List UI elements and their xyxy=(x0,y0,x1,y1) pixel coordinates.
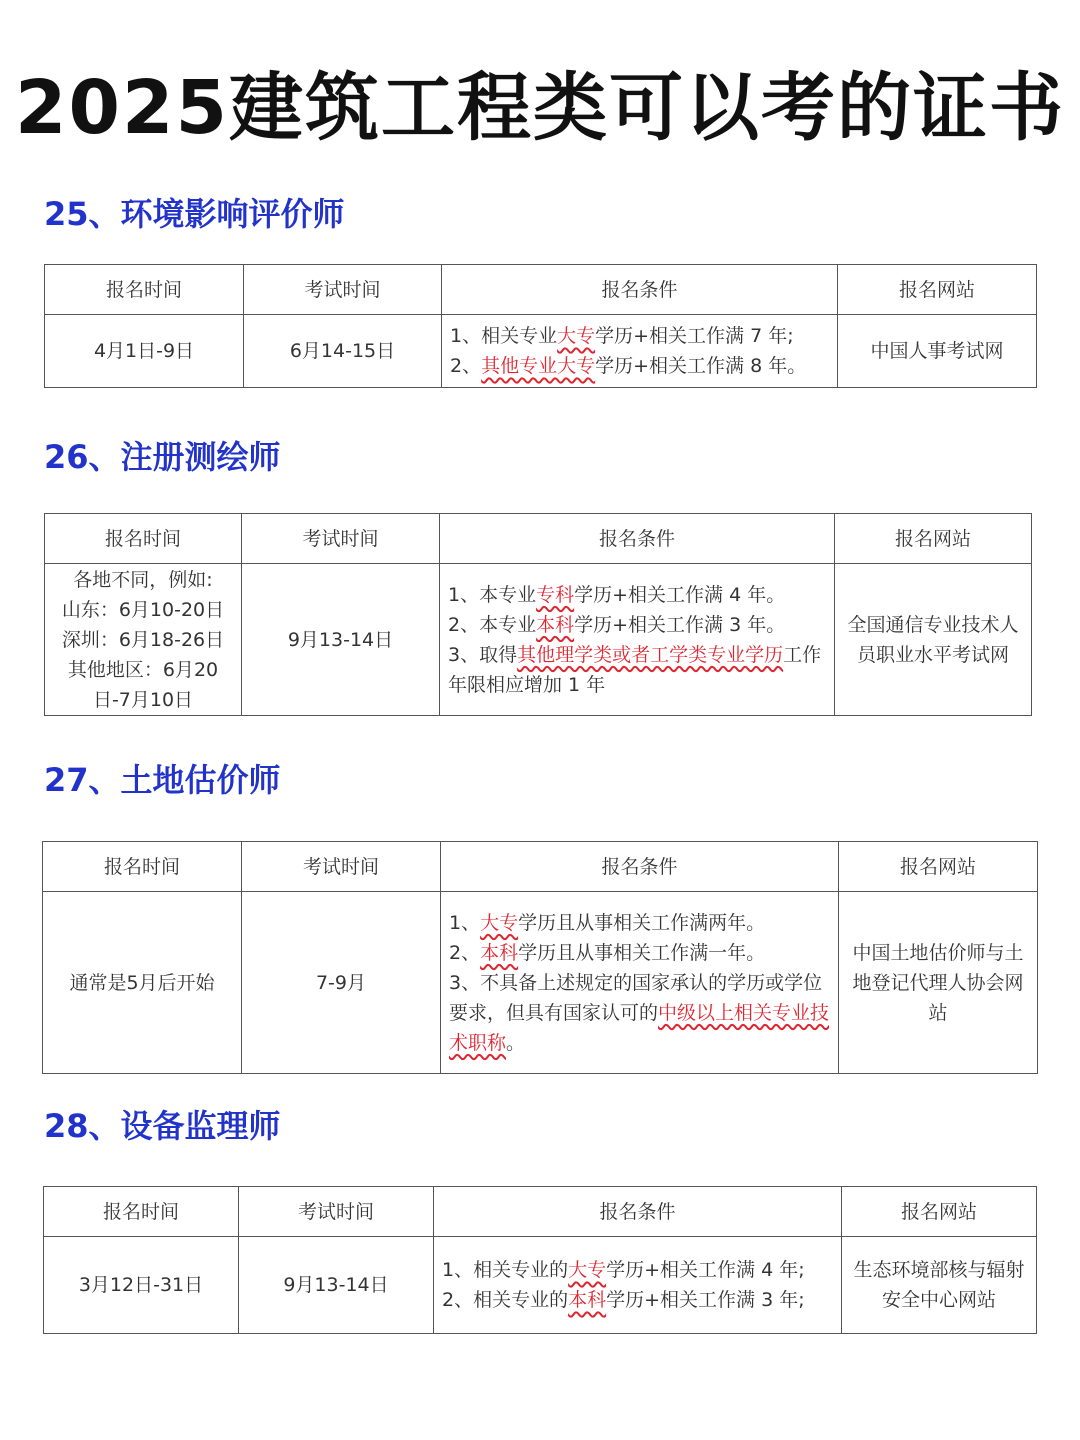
condition-text: 1、 xyxy=(449,911,481,934)
signup-time-cell xyxy=(45,564,242,716)
header-signup-time: 报名时间 xyxy=(45,514,242,564)
header-signup-time: 报名时间 xyxy=(44,1187,239,1237)
condition-text: 2、 xyxy=(450,355,482,377)
signup-time-cell: 3月12日-31日 xyxy=(44,1237,239,1334)
signup-time-cell: 4月1日-9日 xyxy=(45,315,244,388)
table-row xyxy=(43,892,1038,1074)
website-cell: 生态环境部核与辐射安全中心网站 xyxy=(842,1237,1037,1334)
signup-time-line: 山东：6月10-20日 xyxy=(61,598,225,621)
highlighted-text: 大专 xyxy=(557,325,596,347)
highlighted-text: 其他专业大专 xyxy=(481,355,596,377)
cert-table-27 xyxy=(42,841,1038,1074)
condition-text: 1、本专业 xyxy=(448,583,537,606)
header-website: 报名网站 xyxy=(835,514,1032,564)
highlighted-text: 中级以上相关专业技术职称 xyxy=(449,1001,830,1054)
table-row xyxy=(45,564,1032,716)
header-conditions: 报名条件 xyxy=(441,842,839,892)
condition-line xyxy=(449,968,832,1058)
signup-time-line: 其他地区：6月20 xyxy=(67,658,219,681)
condition-text: 3、取得 xyxy=(448,643,518,666)
highlighted-text: 其他理学类或者工学类专业学历 xyxy=(517,643,784,666)
condition-text: 2、 xyxy=(449,941,481,964)
condition-line xyxy=(450,351,831,381)
exam-time-cell: 6月14-15日 xyxy=(244,315,442,388)
condition-text: 工作年限相应增加 1 年 xyxy=(448,643,822,696)
condition-line xyxy=(442,1285,835,1315)
header-signup-time: 报名时间 xyxy=(45,265,244,315)
website-cell: 中国土地估价师与土地登记代理人协会网站 xyxy=(839,892,1038,1074)
section-heading-25: 25、环境影响评价师 xyxy=(44,195,345,233)
conditions-cell xyxy=(441,892,839,1074)
condition-text: 学历+相关工作满 4 年; xyxy=(606,1259,805,1281)
condition-text: 学历+相关工作满 8 年。 xyxy=(595,355,807,377)
website-cell: 全国通信专业技术人员职业水平考试网 xyxy=(835,564,1032,716)
condition-line xyxy=(448,580,828,610)
condition-text: 学历且从事相关工作满一年。 xyxy=(518,941,766,964)
highlighted-text: 本科 xyxy=(480,941,519,964)
condition-line xyxy=(450,321,831,351)
signup-time-line: 日-7月10日 xyxy=(92,688,194,711)
condition-line xyxy=(442,1255,835,1285)
conditions-cell xyxy=(434,1237,842,1334)
condition-text: 2、本专业 xyxy=(448,613,537,636)
condition-line xyxy=(449,938,832,968)
header-conditions: 报名条件 xyxy=(442,265,838,315)
condition-line xyxy=(448,640,828,700)
condition-line xyxy=(449,908,832,938)
signup-time-line: 各地不同，例如: xyxy=(73,568,213,591)
table-header-row xyxy=(45,514,1032,564)
exam-time-cell: 9月13-14日 xyxy=(239,1237,434,1334)
condition-text: 1、相关专业 xyxy=(450,325,558,347)
header-website: 报名网站 xyxy=(838,265,1037,315)
conditions-cell xyxy=(442,315,838,388)
highlighted-text: 专科 xyxy=(536,583,575,606)
cert-table-25 xyxy=(44,264,1037,388)
header-signup-time: 报名时间 xyxy=(43,842,242,892)
table-header-row xyxy=(45,265,1037,315)
highlighted-text: 本科 xyxy=(568,1289,607,1311)
signup-time-line: 深圳：6月18-26日 xyxy=(61,628,225,651)
condition-text: 。 xyxy=(506,1031,526,1054)
section-heading-26: 26、注册测绘师 xyxy=(44,438,281,476)
website-cell: 中国人事考试网 xyxy=(838,315,1037,388)
condition-text: 3、不具备上述规定的国家承认的学历或学位要求，但具有国家认可的 xyxy=(449,971,823,1024)
highlighted-text: 本科 xyxy=(536,613,575,636)
exam-time-cell: 7-9月 xyxy=(242,892,441,1074)
header-exam-time: 考试时间 xyxy=(242,514,440,564)
header-exam-time: 考试时间 xyxy=(239,1187,434,1237)
page-title: 2025建筑工程类可以考的证书 xyxy=(15,65,1065,151)
highlighted-text: 大专 xyxy=(480,911,519,934)
conditions-cell xyxy=(440,564,835,716)
header-conditions: 报名条件 xyxy=(440,514,835,564)
header-website: 报名网站 xyxy=(839,842,1038,892)
condition-text: 2、相关专业的 xyxy=(442,1289,569,1311)
condition-text: 1、相关专业的 xyxy=(442,1259,569,1281)
header-website: 报名网站 xyxy=(842,1187,1037,1237)
highlighted-text: 大专 xyxy=(568,1259,607,1281)
condition-text: 学历+相关工作满 3 年; xyxy=(606,1289,805,1311)
table-header-row xyxy=(44,1187,1037,1237)
section-heading-27: 27、土地估价师 xyxy=(44,761,281,799)
condition-text: 学历+相关工作满 7 年; xyxy=(595,325,794,347)
exam-time-cell: 9月13-14日 xyxy=(242,564,440,716)
section-heading-28: 28、设备监理师 xyxy=(44,1107,281,1145)
signup-time-cell: 通常是5月后开始 xyxy=(43,892,242,1074)
header-exam-time: 考试时间 xyxy=(244,265,442,315)
condition-text: 学历且从事相关工作满两年。 xyxy=(518,911,766,934)
cert-table-28 xyxy=(43,1186,1037,1334)
header-exam-time: 考试时间 xyxy=(242,842,441,892)
table-row xyxy=(44,1237,1037,1334)
cert-table-26 xyxy=(44,513,1032,716)
table-row xyxy=(45,315,1037,388)
header-conditions: 报名条件 xyxy=(434,1187,842,1237)
condition-text: 学历+相关工作满 3 年。 xyxy=(574,613,786,636)
table-header-row xyxy=(43,842,1038,892)
condition-text: 学历+相关工作满 4 年。 xyxy=(574,583,786,606)
condition-line xyxy=(448,610,828,640)
